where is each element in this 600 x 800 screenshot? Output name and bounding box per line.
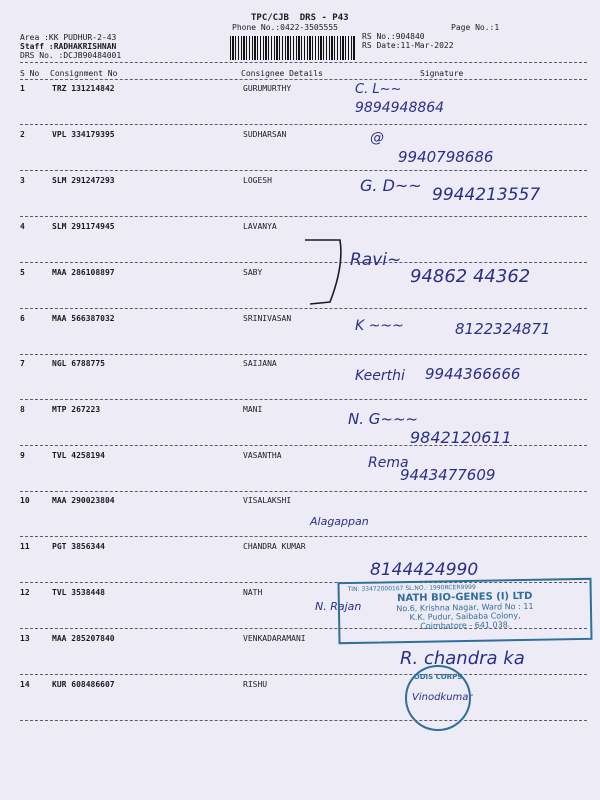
col-sno: S No bbox=[20, 69, 40, 78]
row-divider bbox=[20, 720, 587, 721]
row-consignment-no: SLM 291247293 bbox=[52, 176, 115, 185]
stamp-address3: Coimbatore - 641 038. bbox=[420, 620, 511, 631]
stamp-address2: K.K. Pudur, Saibaba Colony, bbox=[409, 611, 521, 622]
row-phone: 9944213557 bbox=[432, 185, 541, 205]
row-consignee-name: LAVANYA bbox=[243, 222, 277, 231]
phone-number: Phone No.:0422-3505555 bbox=[232, 23, 338, 32]
row-phone: 8122324871 bbox=[455, 320, 551, 338]
col-consignment: Consignment No bbox=[50, 69, 118, 78]
row-signature: Vinodkumar bbox=[412, 692, 473, 703]
row-divider bbox=[20, 491, 587, 492]
row-sno: 14 bbox=[20, 680, 30, 689]
sheet-title: TPC/CJB DRS - P43 bbox=[251, 13, 349, 23]
row-consignee-name: GURUMURTHY bbox=[243, 84, 292, 93]
row-signature: R. chandra ka bbox=[400, 648, 525, 669]
row-signature: Keerthi bbox=[355, 368, 405, 384]
row-consignee-name: LOGESH bbox=[243, 176, 272, 185]
stamp-address1: No.6, Krishna Nagar, Ward No : 11 bbox=[396, 601, 534, 614]
row-sno: 12 bbox=[20, 588, 30, 597]
row-divider bbox=[20, 445, 587, 446]
row-phone: 9842120611 bbox=[410, 428, 512, 447]
row-divider bbox=[20, 674, 587, 675]
row-sno: 6 bbox=[20, 314, 25, 323]
row-consignment-no: MTP 267223 bbox=[52, 405, 101, 414]
row-consignee-name: MANI bbox=[243, 405, 263, 414]
row-consignee-name: CHANDRA KUMAR bbox=[243, 542, 306, 551]
column-divider bbox=[20, 79, 587, 80]
row-consignee-name: VENKADARAMANI bbox=[243, 634, 306, 643]
stamp-tin: TIN: 33472000167 SL.NO.: 1990RCER9999 bbox=[347, 583, 476, 594]
row-signature: Alagappan bbox=[310, 515, 369, 528]
row-consignment-no: SLM 291174945 bbox=[52, 222, 115, 231]
row-consignment-no: PGT 3856344 bbox=[52, 542, 105, 551]
row-sno: 2 bbox=[20, 130, 25, 139]
row-sno: 11 bbox=[20, 542, 30, 551]
row-consignee-name: RISHU bbox=[243, 680, 268, 689]
row-signature: Rema bbox=[368, 455, 409, 471]
row-signature: N. G~~~ bbox=[348, 410, 419, 428]
row-divider bbox=[20, 308, 587, 309]
stamp-company: NATH BIO-GENES (I) LTD bbox=[397, 590, 533, 605]
row-sno: 8 bbox=[20, 405, 25, 414]
row-sno: 13 bbox=[20, 634, 30, 643]
row-sno: 1 bbox=[20, 84, 25, 93]
row-signature: K ~~~ bbox=[355, 318, 404, 334]
row-signature: @ bbox=[370, 130, 384, 146]
row-consignee-name: SAIJANA bbox=[243, 359, 277, 368]
company-stamp bbox=[337, 578, 592, 644]
row-consignment-no: TVL 3538448 bbox=[52, 588, 105, 597]
row-divider bbox=[20, 124, 587, 125]
row-consignee-name: NATH bbox=[243, 588, 263, 597]
row-phone: 94862 44362 bbox=[410, 266, 531, 287]
row-divider bbox=[20, 216, 587, 217]
row-divider bbox=[20, 354, 587, 355]
row-consignment-no: MAA 286108897 bbox=[52, 268, 115, 277]
bracket-mark bbox=[300, 236, 350, 308]
row-signature: N. Rajan bbox=[315, 600, 362, 613]
drs-number: DRS No. :DCJB90484001 bbox=[20, 51, 122, 60]
row-sno: 5 bbox=[20, 268, 25, 277]
row-consignment-no: MAA 290023804 bbox=[52, 496, 115, 505]
row-phone: 9940798686 bbox=[398, 148, 494, 166]
row-consignee-name: SRINIVASAN bbox=[243, 314, 292, 323]
header-divider bbox=[20, 62, 587, 63]
rs-date: RS Date:11-Mar-2022 bbox=[362, 41, 454, 50]
staff-label: Staff :RADHAKRISHNAN bbox=[20, 42, 117, 51]
row-phone: 9443477609 bbox=[400, 466, 496, 484]
row-consignment-no: MAA 285207840 bbox=[52, 634, 115, 643]
row-signature: G. D~~ bbox=[360, 176, 422, 195]
row-sno: 10 bbox=[20, 496, 30, 505]
row-divider bbox=[20, 399, 587, 400]
row-consignee-name: SABY bbox=[243, 268, 263, 277]
row-consignee-name: SUDHARSAN bbox=[243, 130, 287, 139]
round-seal bbox=[405, 665, 471, 731]
row-consignment-no: KUR 608486607 bbox=[52, 680, 115, 689]
row-divider bbox=[20, 536, 587, 537]
row-consignee-name: VASANTHA bbox=[243, 451, 282, 460]
row-consignment-no: VPL 334179395 bbox=[52, 130, 115, 139]
row-consignment-no: MAA 566387032 bbox=[52, 314, 115, 323]
rs-number: RS No.:904840 bbox=[362, 32, 425, 41]
col-signature: Signature bbox=[420, 69, 464, 78]
row-consignment-no: TRZ 131214842 bbox=[52, 84, 115, 93]
row-sno: 3 bbox=[20, 176, 25, 185]
row-phone: 9944366666 bbox=[425, 365, 521, 383]
row-phone: 9894948864 bbox=[355, 100, 445, 116]
barcode-image bbox=[230, 36, 355, 60]
row-sno: 4 bbox=[20, 222, 25, 231]
row-consignment-no: TVL 4258194 bbox=[52, 451, 105, 460]
row-sno: 9 bbox=[20, 451, 25, 460]
row-phone: 8144424990 bbox=[370, 560, 479, 580]
row-divider bbox=[20, 170, 587, 171]
page-number: Page No.:1 bbox=[451, 23, 500, 32]
col-consignee: Consignee Details bbox=[241, 69, 323, 78]
row-signature: Ravi~ bbox=[350, 250, 402, 270]
area-label: Area :KK PUDHUR-2-43 bbox=[20, 33, 117, 42]
row-signature: C. L~~ bbox=[355, 82, 402, 97]
row-consignee-name: VISALAKSHI bbox=[243, 496, 292, 505]
row-sno: 7 bbox=[20, 359, 25, 368]
row-consignment-no: NGL 6788775 bbox=[52, 359, 105, 368]
seal-text: ODIS CORPS bbox=[413, 673, 463, 681]
